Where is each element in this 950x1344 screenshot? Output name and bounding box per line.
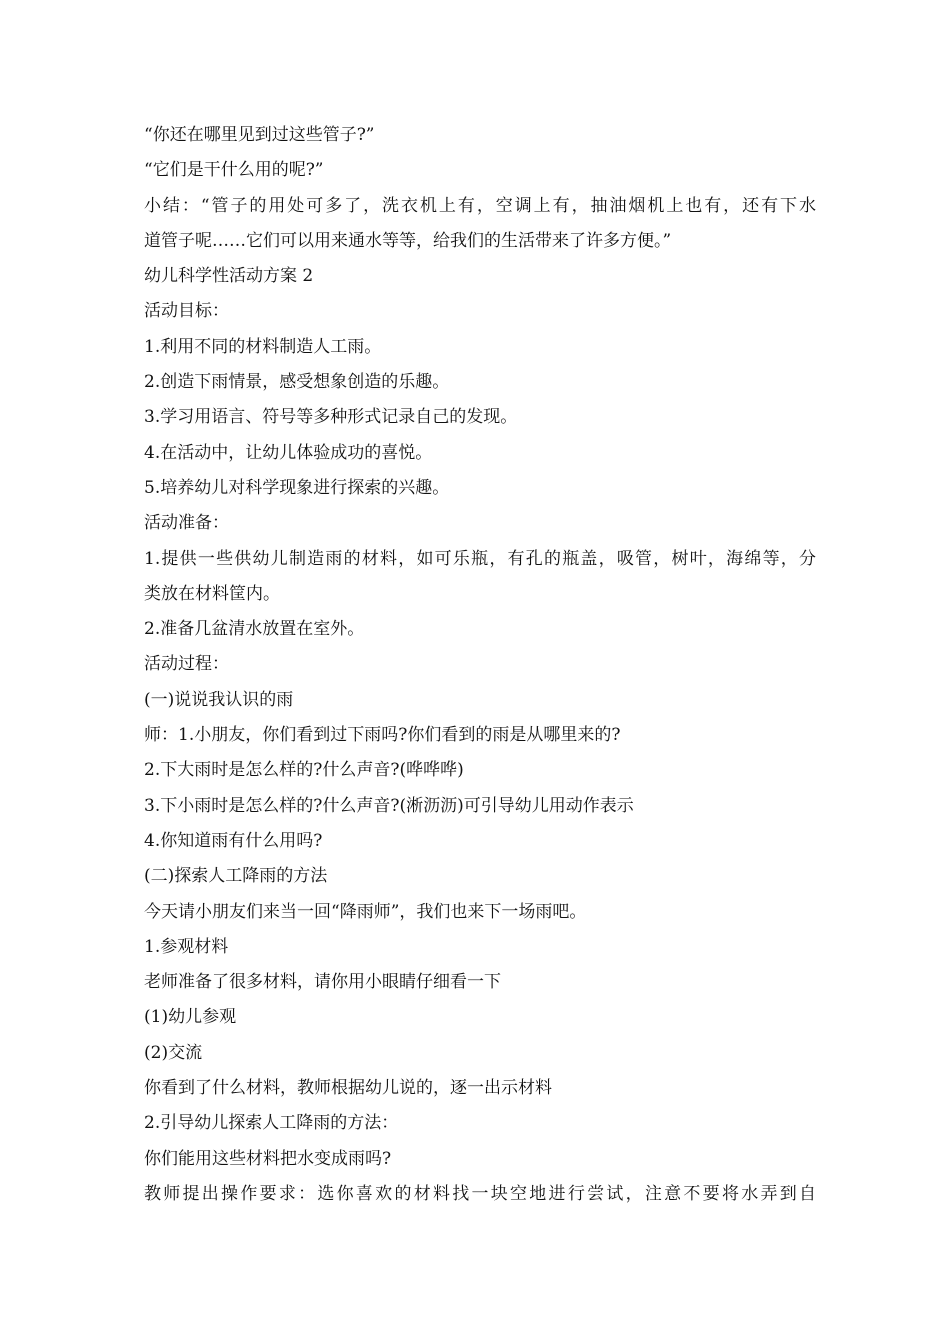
- text-line: 师：1.小朋友，你们看到过下雨吗?你们看到的雨是从哪里来的?: [144, 725, 621, 746]
- section-heading: 幼儿科学性活动方案 2: [144, 266, 314, 287]
- list-item: 1.提供一些供幼儿制造雨的材料，如可乐瓶，有孔的瓶盖，吸管，树叶，海绵等，分: [144, 548, 816, 569]
- section-label: 活动目标：: [144, 301, 229, 322]
- list-item: 3.学习用语言、符号等多种形式记录自己的发现。: [144, 407, 518, 428]
- list-item: 4.在活动中，让幼儿体验成功的喜悦。: [144, 442, 433, 463]
- section-label: 活动准备：: [144, 513, 229, 534]
- list-item: 2.准备几盆清水放置在室外。: [144, 619, 365, 640]
- text-line: 老师准备了很多材料，请你用小眼睛仔细看一下: [144, 972, 501, 993]
- text-line: “你还在哪里见到过这些管子?”: [144, 125, 375, 145]
- list-item: 2.引导幼儿探索人工降雨的方法：: [144, 1113, 399, 1134]
- list-item: 2.创造下雨情景，感受想象创造的乐趣。: [144, 372, 450, 393]
- subsection-heading: (二)探索人工降雨的方法: [144, 866, 328, 887]
- list-item: 1.参观材料: [144, 936, 229, 957]
- text-line: 你看到了什么材料，教师根据幼儿说的，逐一出示材料: [144, 1078, 552, 1099]
- text-line: 教师提出操作要求：选你喜欢的材料找一块空地进行尝试，注意不要将水弄到自: [144, 1183, 816, 1204]
- text-line: “它们是干什么用的呢?”: [144, 160, 324, 181]
- document-body: [144, 118, 816, 1212]
- text-line: 小结：“管子的用处可多了，洗衣机上有，空调上有，抽油烟机上也有，还有下水: [144, 195, 816, 216]
- list-item: 2.下大雨时是怎么样的?什么声音?(哗哗哗): [144, 760, 464, 781]
- section-label: 活动过程：: [144, 654, 229, 675]
- subsection-heading: (一)说说我认识的雨: [144, 689, 294, 710]
- list-item: (2)交流: [144, 1042, 203, 1063]
- text-line: 类放在材料筐内。: [144, 583, 280, 604]
- list-item: 3.下小雨时是怎么样的?什么声音?(淅沥沥)可引导幼儿用动作表示: [144, 795, 634, 816]
- list-item: 4.你知道雨有什么用吗?: [144, 830, 323, 851]
- list-item: (1)幼儿参观: [144, 1007, 237, 1028]
- text-line: 你们能用这些材料把水变成雨吗?: [144, 1148, 392, 1169]
- text-line: 道管子呢……它们可以用来通水等等，给我们的生活带来了许多方便。”: [144, 230, 672, 251]
- text-line: 今天请小朋友们来当一回“降雨师”，我们也来下一场雨吧。: [144, 901, 587, 922]
- list-item: 5.培养幼儿对科学现象进行探索的兴趣。: [144, 477, 450, 498]
- list-item: 1.利用不同的材料制造人工雨。: [144, 336, 382, 357]
